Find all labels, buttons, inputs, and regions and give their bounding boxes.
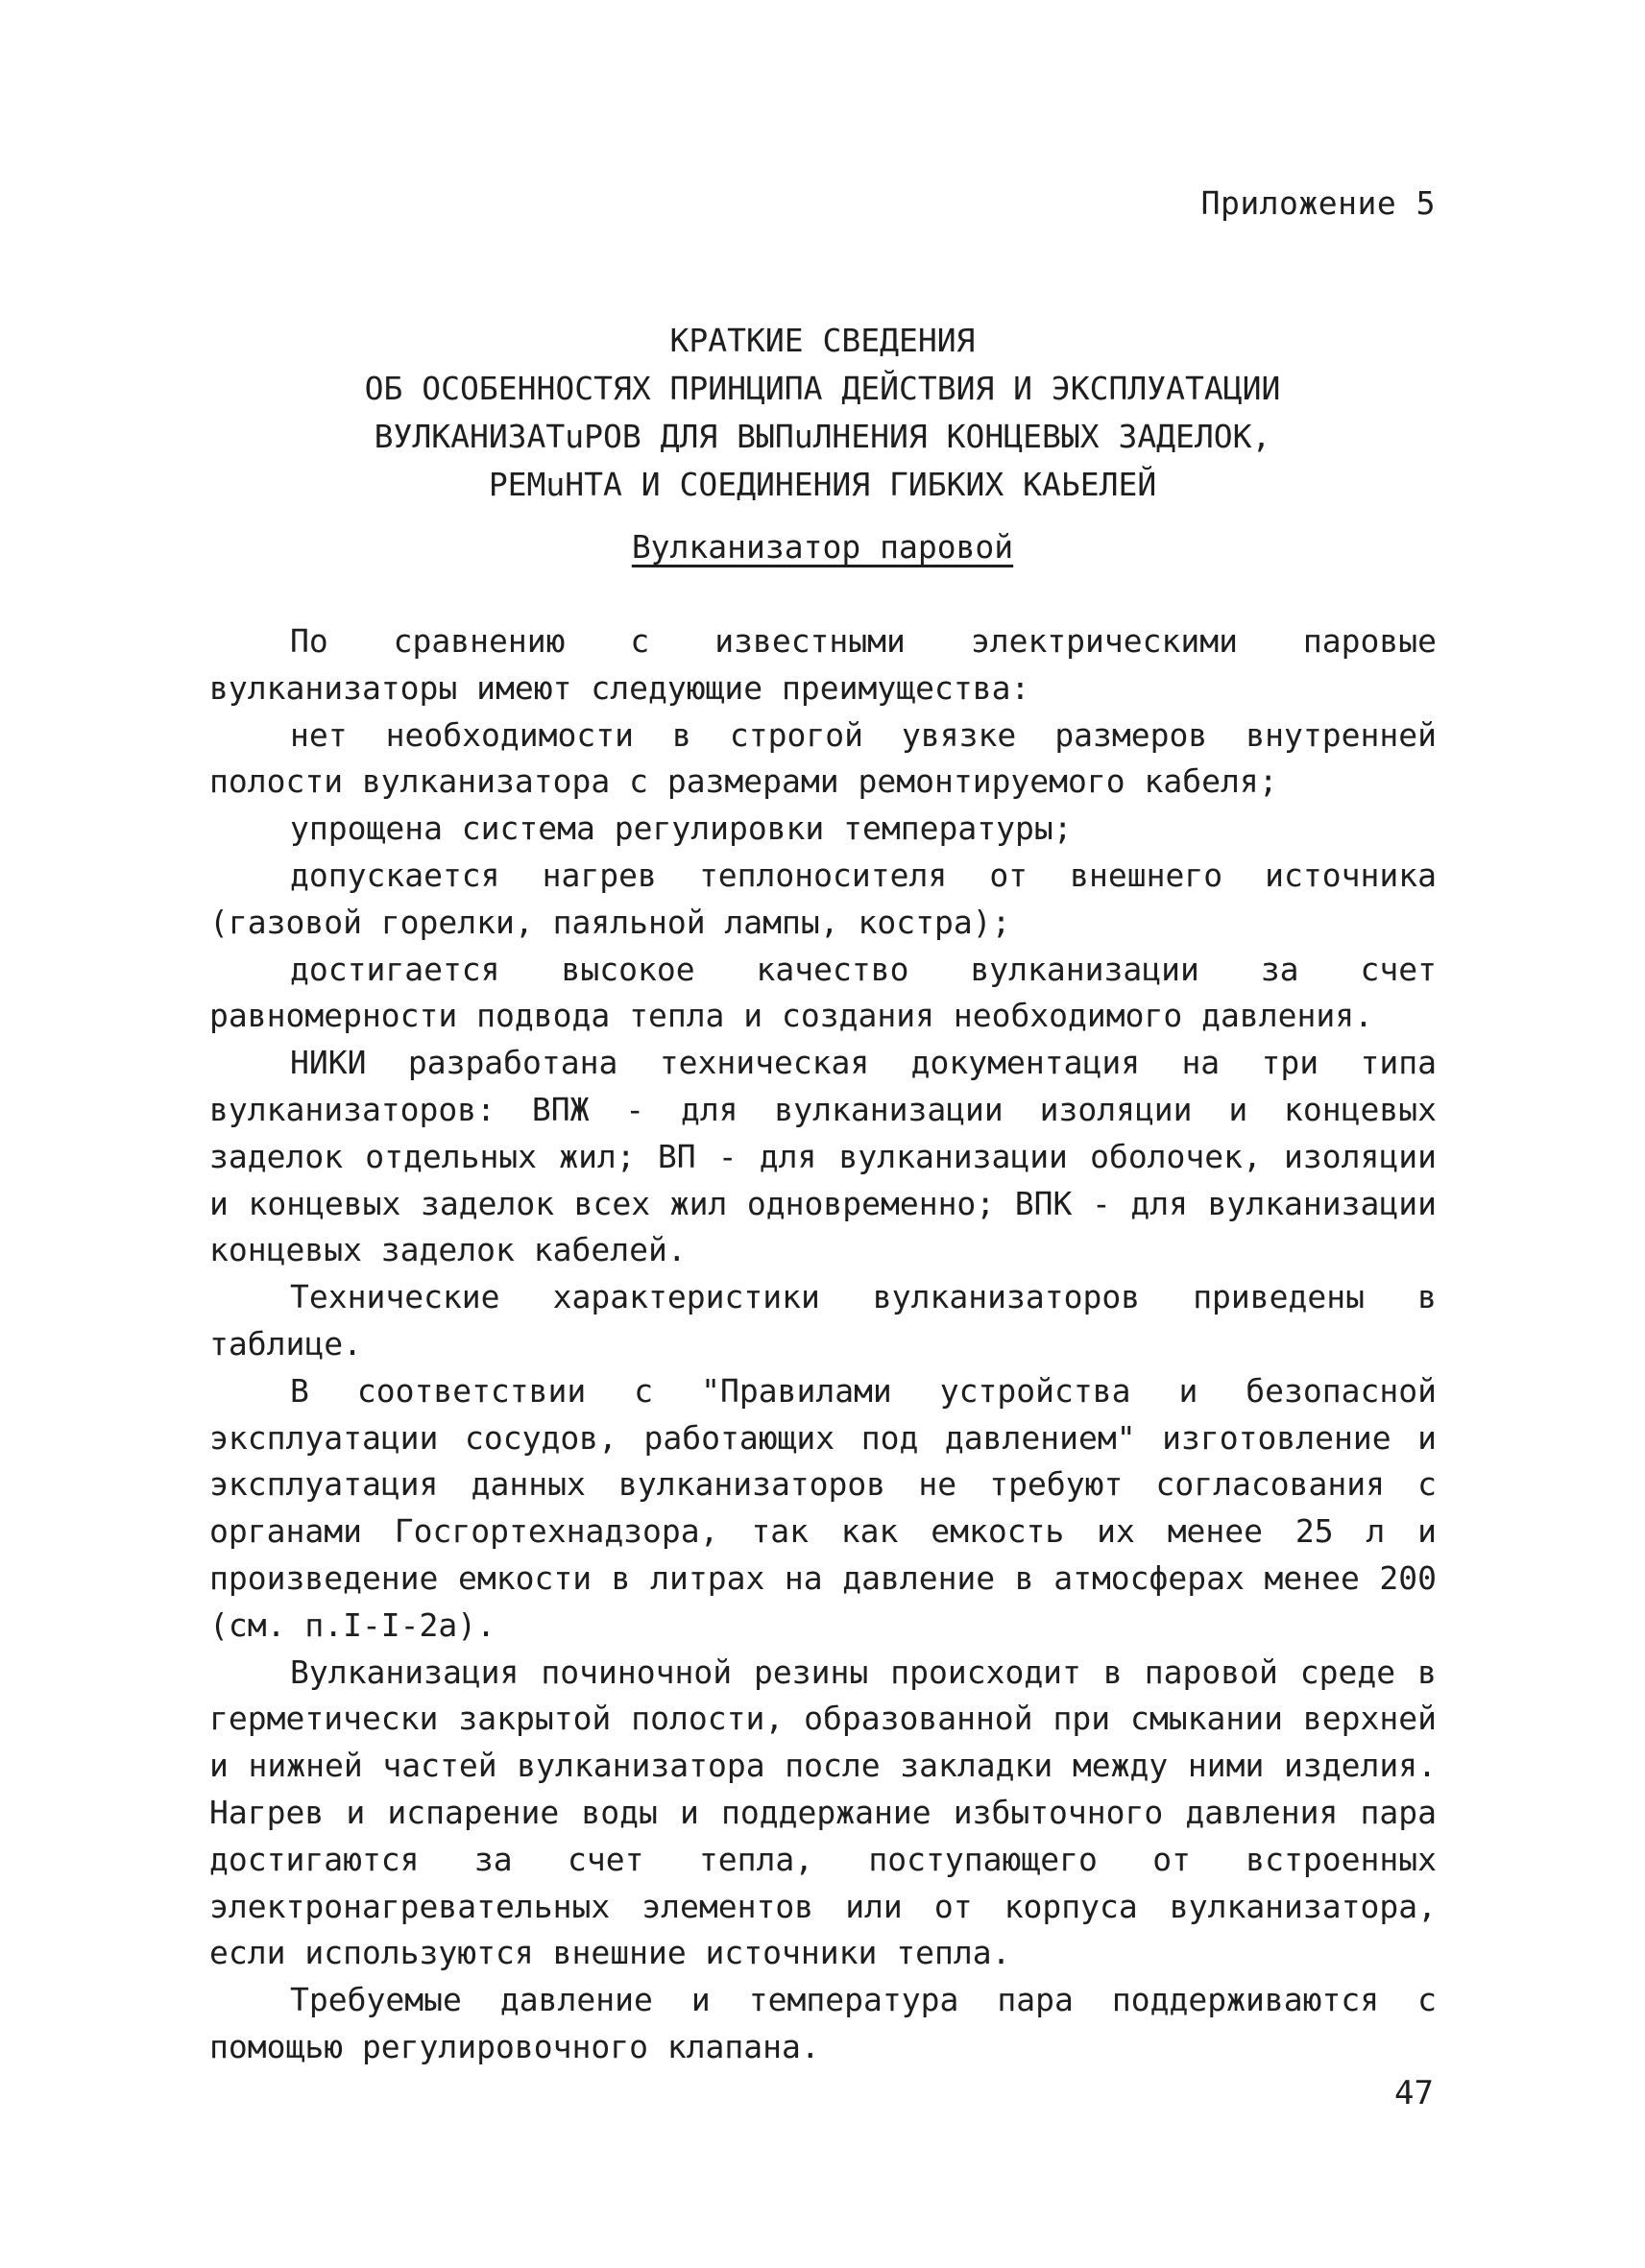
title-line: ОБ ОСОБЕННОСТЯХ ПРИНЦИПА ДЕЙСТВИЯ И ЭКСПЛУАТАЦИИ bbox=[364, 370, 1281, 407]
paragraph: упрощена система регулировки температуры; bbox=[290, 809, 1073, 848]
paragraph: нет необходимости в строгой увязке размеров внутренней полости вулканизатора с размерами ремонтируемого кабеля; bbox=[209, 715, 1437, 801]
document-title bbox=[0, 317, 1645, 509]
paragraph: достигается высокое качество вулканизации за счет равномерности подвода тепла и создания необходимого давления. bbox=[209, 950, 1437, 1035]
paragraph: Требуемые давление и температура пара поддерживаются с помощью регулировочного клапана. bbox=[209, 1981, 1437, 2065]
paragraph: допускается нагрев теплоносителя от внешнего источника (газовой горелки, паяльной лампы, костра); bbox=[209, 856, 1437, 941]
paragraph: Технические характеристики вулканизаторов приведены в таблице. bbox=[209, 1278, 1437, 1363]
title-line: КРАТКИЕ СВЕДЕНИЯ bbox=[669, 322, 976, 359]
paragraph: Вулканизация починочной резины происходит в паровой среде в герметически закрытой полости, образованной при смыкании верхней и нижней частей вулканизатора после закладки между ними изделия. Нагрев и испарение воды и поддержание избыточного давления пара достигаются за счет тепла, поступающего от встроенных электронагревательных элементов или от корпуса вулканизатора, если используются внешние источники тепла. bbox=[209, 1653, 1437, 1972]
section-heading-text: Вулканизатор паровой bbox=[631, 528, 1014, 566]
appendix-label: Приложение 5 bbox=[1200, 184, 1436, 222]
paragraph: НИКИ разработана техническая документация на три типа вулканизаторов: ВПЖ - для вулканизации изоляции и концевых заделок отдельных жил; ВП - для вулканизации оболочек, изоляции и концевых заделок всех жил одновременно; ВПК - для вулканизации концевых заделок кабелей. bbox=[209, 1044, 1437, 1269]
title-line: ВУЛКАНИЗАТuРОВ ДЛЯ ВЫПuЛНЕНИЯ КОНЦЕВЫХ ЗАДЕЛОК, bbox=[374, 418, 1271, 455]
page-number: 47 bbox=[1394, 2074, 1434, 2112]
title-line: РЕМuНТА И СОЕДИНЕНИЯ ГИБКИХ КАЬЕЛЕЙ bbox=[488, 466, 1157, 503]
body-text bbox=[209, 618, 1437, 2071]
section-heading bbox=[0, 528, 1645, 566]
paragraph: В соответствии с "Правилами устройства и безопасной эксплуатации сосудов, работающих под давлением" изготовление и эксплуатация данных вулканизаторов не требуют согласования с органами Госгортехнадзора, так как емкость их менее 25 л и произведение емкости в литрах на давление в атмосферах менее 200 (см. п.I-I-2а). bbox=[209, 1371, 1437, 1644]
paragraph: По сравнению с известными электрическими паровые вулканизаторы имеют следующие преимущества: bbox=[209, 622, 1437, 707]
